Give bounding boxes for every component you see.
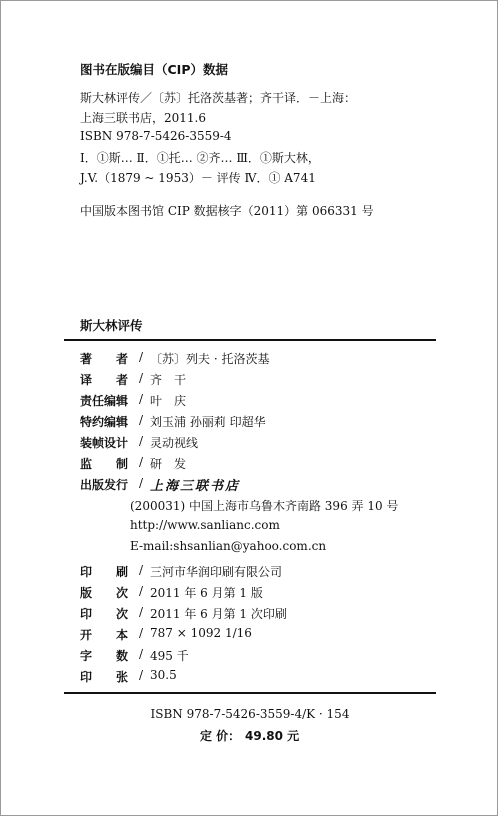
cip-verify-line: 中国版本图书馆 CIP 数据核字（2011）第 066331 号 <box>80 204 374 218</box>
prod-label-printing: 印 次 <box>80 607 129 621</box>
cip-line-4: Ⅰ．①斯… Ⅱ．①托… ②齐… Ⅲ．①斯大林， <box>80 151 320 165</box>
publisher-email: E-mail:shsanlian@yahoo.com.cn <box>130 539 327 553</box>
detail-value-editor: 叶 庆 <box>150 394 187 408</box>
separator: / <box>139 434 144 448</box>
detail-value-translator: 齐 干 <box>150 373 187 387</box>
cip-line-3: ISBN 978-7-5426-3559-4 <box>80 129 232 143</box>
book-title: 斯大林评传 <box>80 318 143 333</box>
detail-value-supervision: 研 发 <box>150 457 187 471</box>
separator: / <box>139 626 144 640</box>
separator: / <box>139 455 144 469</box>
detail-label-special-editor: 特约编辑 <box>80 415 129 429</box>
prod-value-printing: 2011 年 6 月第 1 次印刷 <box>150 607 287 621</box>
prod-label-printer: 印 刷 <box>80 565 129 579</box>
bottom-rule <box>64 692 436 694</box>
detail-label-editor: 责任编辑 <box>80 394 129 408</box>
detail-label-design: 装帧设计 <box>80 436 129 450</box>
prod-value-wordcount: 495 千 <box>150 649 189 663</box>
cip-line-1: 斯大林评传／〔苏〕托洛茨基著；齐干译．－上海： <box>80 91 357 105</box>
separator: / <box>139 350 144 364</box>
top-rule <box>64 339 436 341</box>
cip-line-5: J.V.（1879 ~ 1953）－ 评传 Ⅳ．① A741 <box>80 171 316 185</box>
price-value: 49.80 元 <box>245 729 300 743</box>
publisher-website: http://www.sanlianc.com <box>130 518 280 532</box>
separator: / <box>139 476 144 490</box>
prod-label-edition: 版 次 <box>80 586 129 600</box>
separator: / <box>139 647 144 661</box>
cip-line-2: 上海三联书店，2011.6 <box>80 111 206 125</box>
detail-value-special-editor: 刘玉浦 孙丽莉 印超华 <box>150 415 266 429</box>
publisher-logo: 上海三联书店 <box>150 479 241 494</box>
prod-value-sheets: 30.5 <box>150 668 177 682</box>
prod-label-wordcount: 字 数 <box>80 649 129 663</box>
separator: / <box>139 413 144 427</box>
detail-value-design: 灵动视线 <box>150 436 199 450</box>
detail-value-author: 〔苏〕列夫 · 托洛茨基 <box>150 352 270 366</box>
publisher-address: (200031) 中国上海市乌鲁木齐南路 396 弄 10 号 <box>130 499 399 513</box>
detail-label-supervision: 监 制 <box>80 457 129 471</box>
prod-value-printer: 三河市华润印刷有限公司 <box>150 565 283 579</box>
cip-heading: 图书在版编目（CIP）数据 <box>80 62 228 77</box>
separator: / <box>139 563 144 577</box>
prod-label-sheets: 印 张 <box>80 670 129 684</box>
prod-label-format: 开 本 <box>80 628 129 642</box>
isbn-footer: ISBN 978-7-5426-3559-4/K · 154 <box>150 707 350 721</box>
separator: / <box>139 605 144 619</box>
detail-label-publisher: 出版发行 <box>80 478 129 492</box>
detail-label-translator: 译 者 <box>80 373 129 387</box>
separator: / <box>139 371 144 385</box>
price-label: 定 价： <box>200 729 241 743</box>
separator: / <box>139 392 144 406</box>
separator: / <box>139 668 144 682</box>
detail-label-author: 著 者 <box>80 352 129 366</box>
separator: / <box>139 584 144 598</box>
prod-value-edition: 2011 年 6 月第 1 版 <box>150 586 263 600</box>
prod-value-format: 787 × 1092 1/16 <box>150 626 252 640</box>
